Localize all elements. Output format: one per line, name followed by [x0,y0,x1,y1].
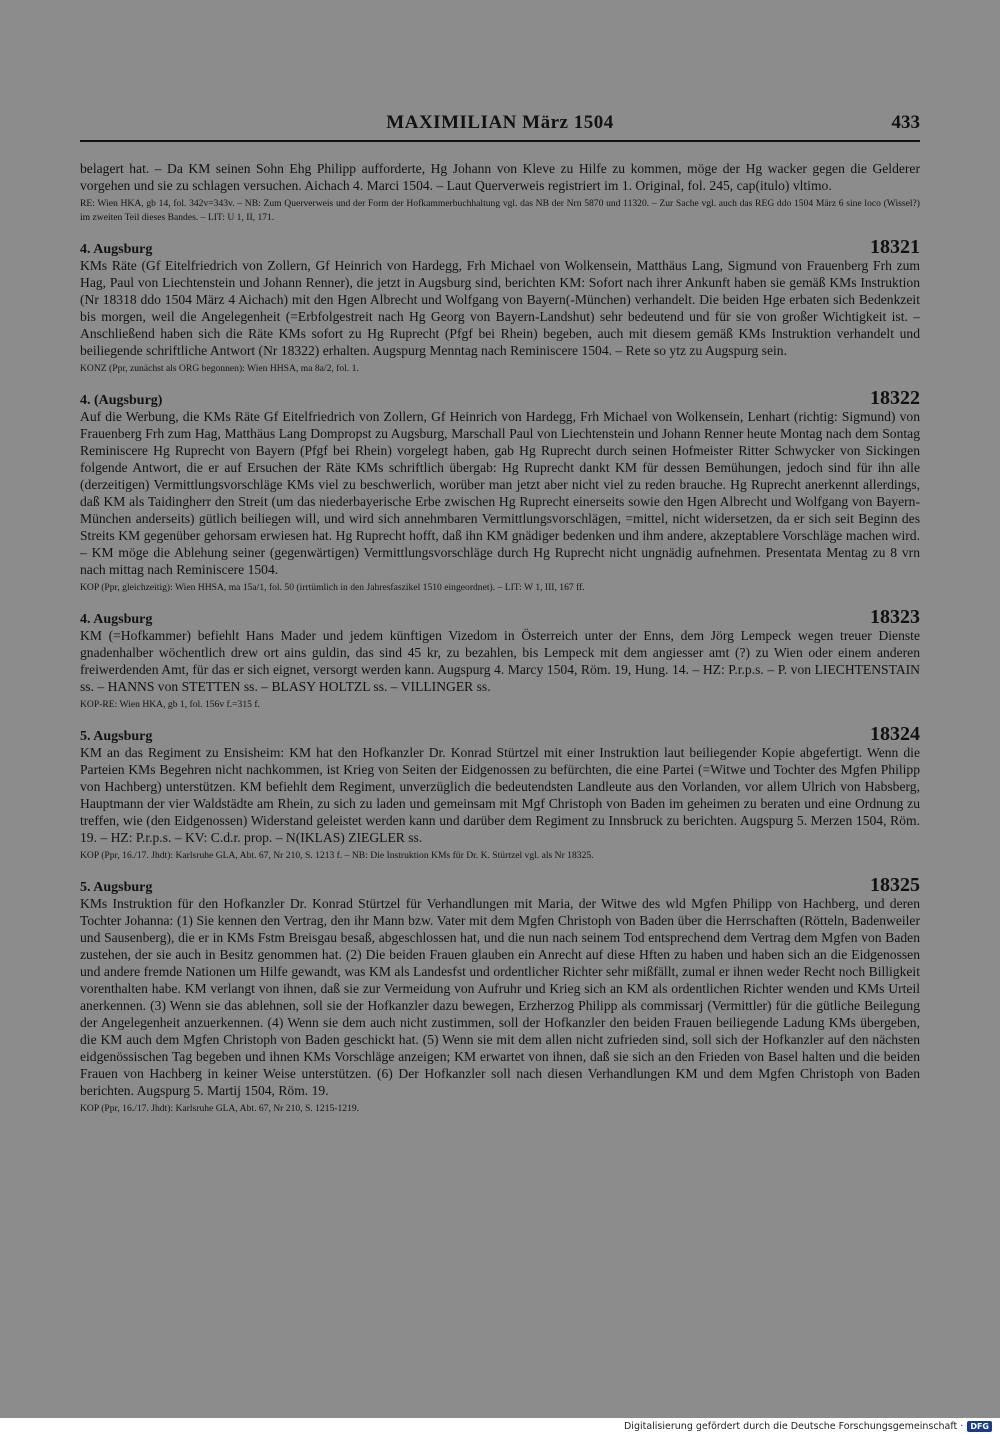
entry-18325 [80,874,920,1116]
entry-note: KOP (Ppr, 16./17. Jhdt): Karlsruhe GLA, Abt. 67, Nr 210, S. 1215-1219. [80,1103,360,1114]
entry-text: KMs Instruktion für den Hofkanzler Dr. Konrad Stürtzel für Verhandlungen mit Maria, der Witwe des wld Mgfen Philipp von Hachberg, und deren Tochter Johanna: (1) Sie kennen den Vertrag, den ihr Mann bzw. Vater mit dem Mgfen Christoph von Baden über die Herrschaften (Rötteln, Badenweiler und Sausenberg), die er in KMs Fstm Breisgau besaß, abgeschlossen hat, und die nun nach seinem Tod entsprechend dem Vertrag dem Mgfen von Baden zustehen, der sie auch in Besitz genommen hat. (2) Die beiden Frauen glauben ein Anrecht auf diese Hften zu haben und haben sich an die Eidgenossen und andere fremde Nationen um Hilfe gewandt, was KM als Landesfst und ordentlicher Richter sehr mißfällt, zumal er ihnen weder Recht noch Billigkeit vorenthalten habe. KM verlangt von ihnen, daß sie zur Vermeidung von Aufruhr und Krieg sich an KM als ordentlichen Richter wenden und KMs Urteil anerkennen. (3) Wenn sie das ablehnen, soll sie der Hofkanzler dazu bewegen, Erzherzog Philipp als commissarj (Vermittler) für die gütliche Beilegung der Angelegenheit anzuerkennen. (4) Wenn sie dem auch nicht zustimmen, soll der Hofkanzler den beiden Frauen beiliegende Ladung KMs übergeben, die KM auch dem Mgfen Christoph von Baden geschickt hat. (5) Wenn sie mit dem allen nicht zufrieden sind, soll sich der Hofkanzler auf den nächsten eidgenössischen Tag begeben und ihnen KMs Vorschläge anzeigen; KM erwartet von ihnen, daß sie sich an den Frieden von Basel halten und die beiden Frauen von Hachberg in keiner Weise unterstützen. (6) Der Hofkanzler soll nach diesen Verhandlungen KM und dem Mgfen Christoph von Baden berichten. Augspurg 5. Martij 1504, Röm. 19. [80,896,920,1098]
footer-credit [0,1419,992,1433]
entry-note: KOP (Ppr, gleichzeitig): Wien HHSA, ma 15a/1, fol. 50 (irrtümlich in den Jahresfaszikel 1510 eingeordnet). – LIT: W 1, III, 167 ff. [80,582,585,593]
entry-header [80,874,920,895]
entry-18321 [80,236,920,376]
entry-date: 4. (Augsburg) [80,393,163,408]
entry-date: 5. Augsburg [80,880,153,895]
entry-date: 5. Augsburg [80,729,153,744]
entry-18324 [80,723,920,863]
entry-number: 18322 [870,387,920,409]
entry-note: KONZ (Ppr, zunächst als ORG begonnen): Wien HHSA, ma 8a/2, fol. 1. [80,363,359,374]
entry-number: 18321 [870,236,920,258]
entry-number: 18323 [870,606,920,628]
entry-text: KM an das Regiment zu Ensisheim: KM hat den Hofkanzler Dr. Konrad Stürtzel mit einer Instruktion laut beiliegender Kopie abgefertigt. Wenn die Parteien KMs Begehren nicht nachkommen, ist Krieg von Seiten der Eidgenossen zu befürchten, die eine Partei (=Witwe und Tochter des Mgfen Philipp von Hachberg) unterstützen. KM befiehlt dem Regiment, unverzüglich die bedeutendsten Landleute aus den Vorlanden, vor allem Ulrich von Habsberg, Hauptmann der vier Waldstädte am Rhein, zu sich zu laden und gemeinsam mit Mgf Christoph von Baden im geheimen zu beraten und eine Ordnung zu treffen, wie (den Eidgenossen) Widerstand geleistet werden kann und darüber dem Regiment zu Innsbruck zu berichten. Augspurg 5. Merzen 1504, Röm. 19. – HZ: P.r.p.s. – KV: C.d.r. prop. – N(IKLAS) ZIEGLER ss. [80,745,920,845]
entry-header [80,606,920,627]
running-title: MAXIMILIAN März 1504 [386,112,614,133]
page-body [80,160,920,1116]
entry-text: KM (=Hofkammer) befiehlt Hans Mader und jedem künftigen Vizedom in Österreich unter der Enns, dem Jörg Lempeck wegen treuer Dienste gnadenhalber wöchentlich drew ort ains guldin, das sind 45 kr, zu bezahlen, bis Lempeck mit dem angiesser amt (?) zu Wien oder einem anderen freiwerdenden Amt, für das er sich eignet, versorgt werden kann. Augspurg 4. Marcy 1504, Röm. 19, Hung. 14. – HZ: P.r.p.s. – P. von LIECHTENSTAIN ss. – HANNS von STETTEN ss. – BLASY HOLTZL ss. – VILLINGER ss. [80,628,920,694]
entry-note: KOP-RE: Wien HKA, gb 1, fol. 156v f.=315 f. [80,699,260,710]
intro-text: belagert hat. – Da KM seinen Sohn Ehg Philipp aufforderte, Hg Johann von Kleve zu Hilfe zu kommen, möge der Hg wacker gegen die Gelderer vorgehen und sie zu schlagen versuchen. Aichach 4. Marci 1504. – Laut Querverweis registriert im 1. Original, fol. 245, cap(itulo) vltimo. [80,161,920,193]
entry-header [80,387,920,408]
running-header [80,112,920,142]
entry-number: 18325 [870,874,920,896]
footer-text: Digitalisierung gefördert durch die Deutsche Forschungsgemeinschaft · [623,1420,964,1432]
entry-text: Auf die Werbung, die KMs Räte Gf Eitelfriedrich von Zollern, Gf Heinrich von Hardegg, Frh Michael von Wolkensein, Lenhart (richtig: Sigmund) von Frauenberg Frh zum Hag, Matthäus Lang Dompropst zu Augsburg, Marschall Paul von Liechtenstein und Johann Renner heute Montag nach dem Sontag Reminiscere Hg Ruprecht von Bayern (Pfgf bei Rhein) vorgelegt haben, gab Hg Ruprecht durch seinen Hofmeister Ritter Schwycker von Sickingen folgende Antwort, die er auf Ersuchen der Räte KMs schriftlich übergab: Hg Ruprecht dankt KM für dessen Bemühungen, jedoch sind für ihn alle (derzeitigen) Vermittlungsvorschläge KMs viel zu beschwerlich, worüber man jetzt aber nicht viel zu reden brauche. Hg Ruprecht anerkennt allerdings, daß KM als Taidingherr den Streit (um das niederbayerische Erbe zwischen Hg Ruprecht einerseits sowie den Hgen Albrecht und Wolfgang von Bayern-München anderseits) gütlich beiliegen will, und wird sich annehmbaren Vermittlungsvorschlägen, =mittel, nicht widersetzen, da er sich seit Beginn des Streits KM gegenüber gehorsam erwiesen hat. Hg Ruprecht hofft, daß ihn KM gnädiger bedenken und ihm andere, akzeptablere Vorschläge machen wird. – KM möge die Ablehung seiner (gegenwärtigen) Vermittlungsvorschläge durch Hg Ruprecht nicht ungnädig aufnehmen. Presentata Mentag zu 8 vrn nach mittag nach Reminiscere 1504. [80,409,920,577]
entry-date: 4. Augsburg [80,242,153,257]
entry-note: KOP (Ppr, 16./17. Jhdt): Karlsruhe GLA, Abt. 67, Nr 210, S. 1213 f. – NB: Die Instruktion KMs für Dr. K. Stürtzel vgl. als Nr 18325. [80,850,594,861]
entry-text: KMs Räte (Gf Eitelfriedrich von Zollern, Gf Heinrich von Hardegg, Frh Michael von Wolkensein, Matthäus Lang, Sigmund von Frauenberg Frh zum Hag, Paul von Liechtenstein und Johann Renner), die jetzt in Augsburg sind, berichten KM: Sofort nach ihrer Ankunft haben sie gemäß KMs Instruktion (Nr 18318 ddo 1504 März 4 Aichach) mit den Hgen Albrecht und Wolfgang von Bayern(-München) verhandelt. Die beiden Hge erbaten sich Bedenkzeit bis morgen, weil die Angelegenheit (=Erbfolgestreit nach Hg Georg von Bayern-Landshut) sehr bedeutend und für sie von großer Wichtigkeit ist. – Anschließend haben sich die Räte KMs sofort zu Hg Ruprecht (Pfgf bei Rhein) begeben, auch mit diesem gemäß KMs Instruktion verhandelt und beiliegende schriftliche Antwort (Nr 18322) erhalten. Augspurg Menntag nach Reminiscere 1504. – Rete so ytz zu Augspurg sein. [80,258,920,358]
intro-note: RE: Wien HKA, gb 14, fol. 342v=343v. – NB: Zum Querverweis und der Form der Hofkammerbuchhaltung vgl. das NB der Nrn 5870 und 11320. – Zur Sache vgl. auch das REG ddo 1504 März 6 sine loco (Wissel?) im zweiten Teil dieses Bandes. – LIT: U 1, II, 171. [80,198,920,223]
entry-18322 [80,387,920,595]
dfg-logo: DFG [967,1421,992,1432]
page-number: 433 [891,112,920,133]
entry-number: 18324 [870,723,920,745]
entry-date: 4. Augsburg [80,612,153,627]
entry-18323 [80,606,920,712]
entry-header [80,723,920,744]
entry-header [80,236,920,257]
